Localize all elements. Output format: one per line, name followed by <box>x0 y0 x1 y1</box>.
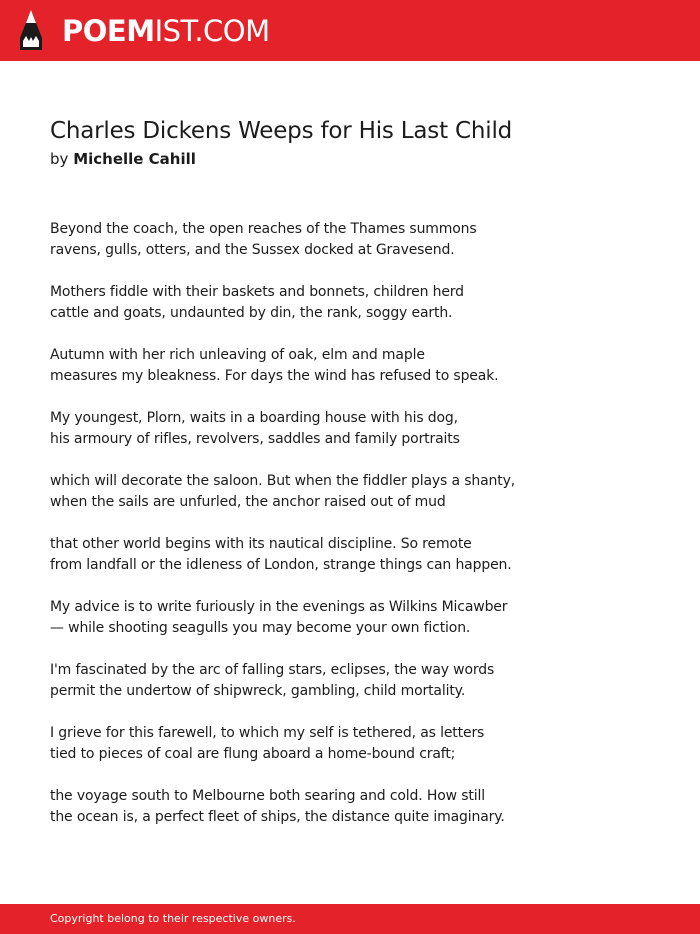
poem-line: tied to pieces of coal are flung aboard a home-bound craft; <box>50 746 456 762</box>
poem-line: I grieve for this farewell, to which my self is tethered, as letters <box>50 725 485 741</box>
logo-bold: POEM <box>62 14 155 48</box>
poem-line: Beyond the coach, the open reaches of the Thames summons <box>50 221 477 237</box>
poem-line: My advice is to write furiously in the evenings as Wilkins Micawber <box>50 599 508 615</box>
stanza <box>50 534 670 576</box>
poem-line: Mothers fiddle with their baskets and bonnets, children herd <box>50 284 464 300</box>
poem-body <box>50 219 670 849</box>
site-header <box>0 0 700 61</box>
poem-line: permit the undertow of shipwreck, gambling, child mortality. <box>50 683 466 699</box>
poem-line: My youngest, Plorn, waits in a boarding house with his dog, <box>50 410 458 426</box>
stanza <box>50 597 670 639</box>
poem-line: his armoury of rifles, revolvers, saddles and family portraits <box>50 431 460 447</box>
poem-line: from landfall or the idleness of London, strange things can happen. <box>50 557 512 573</box>
poem-line: when the sails are unfurled, the anchor raised out of mud <box>50 494 446 510</box>
author-name: Michelle Cahill <box>73 150 196 168</box>
poem-line: that other world begins with its nautical discipline. So remote <box>50 536 472 552</box>
stanza <box>50 786 670 828</box>
poem-line: ravens, gulls, otters, and the Sussex docked at Gravesend. <box>50 242 455 258</box>
stanza <box>50 219 670 261</box>
stanza <box>50 723 670 765</box>
site-footer <box>0 904 700 934</box>
stanza <box>50 408 670 450</box>
stanza <box>50 345 670 387</box>
stanza <box>50 282 670 324</box>
poem-line: I'm fascinated by the arc of falling stars, eclipses, the way words <box>50 662 495 678</box>
poem-line: the voyage south to Melbourne both searing and cold. How still <box>50 788 485 804</box>
poem-line: Autumn with her rich unleaving of oak, elm and maple <box>50 347 425 363</box>
poem-line: which will decorate the saloon. But when the fiddler plays a shanty, <box>50 473 516 489</box>
logo-light: IST.COM <box>154 14 270 48</box>
copyright-text: Copyright belong to their respective owners. <box>50 912 296 925</box>
stanza <box>50 660 670 702</box>
site-logo[interactable] <box>62 13 270 49</box>
poem-line: cattle and goats, undaunted by din, the rank, soggy earth. <box>50 305 453 321</box>
pencil-icon[interactable] <box>17 8 45 52</box>
stanza <box>50 471 670 513</box>
poem-line: — while shooting seagulls you may become your own fiction. <box>50 620 471 636</box>
byline <box>50 149 196 169</box>
poem-title: Charles Dickens Weeps for His Last Child <box>50 118 513 144</box>
by-label: by <box>50 150 69 168</box>
poem-line: the ocean is, a perfect fleet of ships, the distance quite imaginary. <box>50 809 505 825</box>
poem-line: measures my bleakness. For days the wind has refused to speak. <box>50 368 499 384</box>
